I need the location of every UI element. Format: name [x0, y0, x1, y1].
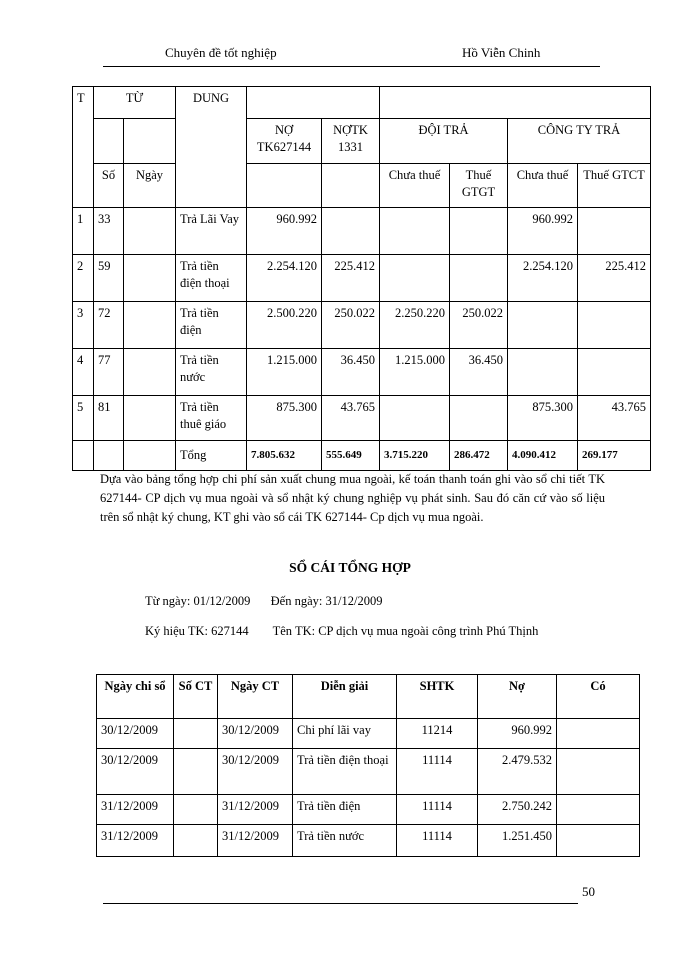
cell-ct-thue [578, 302, 651, 349]
account-name-label: Tên TK: [272, 624, 316, 638]
ledger-cell-ngay-ct: 31/12/2009 [218, 825, 293, 857]
ledger-cell-no: 2.479.532 [478, 749, 557, 795]
ledger-header-dien-giai: Diễn giải [293, 675, 397, 719]
table-row [97, 719, 640, 749]
cell-ct-chua [508, 302, 578, 349]
ledger-cell-co [557, 795, 640, 825]
cell-doi-chua [380, 255, 450, 302]
total-row [73, 441, 651, 471]
cell-doi-chua [380, 208, 450, 255]
ledger-header-shtk: SHTK [397, 675, 478, 719]
ledger-cell-co [557, 825, 640, 857]
header-cong-ty-tra: CÔNG TY TRẢ [508, 119, 651, 164]
cell-no1331: 43.765 [322, 396, 380, 441]
total-doi-thue: 286.472 [450, 441, 508, 471]
cell-so: 77 [94, 349, 124, 396]
header-rule [103, 66, 600, 67]
cell-blank [94, 441, 124, 471]
cell-ct-thue [578, 208, 651, 255]
cell-noi-dung: Trả tiền nước [176, 349, 247, 396]
cell-noi-dung: Trả tiền thuê giáo [176, 396, 247, 441]
cell-doi-chua [380, 396, 450, 441]
ledger-header-ngay-ghi-so: Ngày chi sổ [97, 675, 174, 719]
cell-blank [124, 441, 176, 471]
ledger-cell-so-ct [174, 825, 218, 857]
total-no627: 7.805.632 [247, 441, 322, 471]
cell-no1331: 225.412 [322, 255, 380, 302]
table-row [73, 396, 651, 441]
from-label: Từ ngày: [145, 594, 191, 608]
cell-ngay [124, 349, 176, 396]
ledger-cell-so-ct [174, 719, 218, 749]
total-no1331: 555.649 [322, 441, 380, 471]
ledger-title: SỔ CÁI TỔNG HỢP [289, 560, 411, 575]
total-ct-thue: 269.177 [578, 441, 651, 471]
ledger-table [96, 674, 640, 857]
table-row [73, 302, 651, 349]
cell-no627: 2.254.120 [247, 255, 322, 302]
account-code: 627144 [211, 624, 249, 638]
ledger-cell-ngay-ct: 31/12/2009 [218, 795, 293, 825]
ledger-cell-so-ct [174, 749, 218, 795]
table-row [73, 208, 651, 255]
cell-ct-chua: 960.992 [508, 208, 578, 255]
header-chua-thue-2: Chưa thuế [508, 164, 578, 208]
cell-doi-thue [450, 396, 508, 441]
cell-ct-thue: 43.765 [578, 396, 651, 441]
cell-noi-dung: Trả Lãi Vay [176, 208, 247, 255]
to-label: Đến ngày: [270, 594, 323, 608]
header-blank-so [94, 119, 124, 164]
table-row [73, 349, 651, 396]
ledger-cell-ngay-ct: 30/12/2009 [218, 749, 293, 795]
cell-ngay [124, 302, 176, 349]
cell-so: 33 [94, 208, 124, 255]
ledger-account-info [145, 624, 538, 639]
cell-so: 59 [94, 255, 124, 302]
ledger-cell-ngay-ghi-so: 31/12/2009 [97, 795, 174, 825]
header-blank-c [247, 164, 322, 208]
from-date: 01/12/2009 [193, 594, 251, 608]
cell-doi-thue: 36.450 [450, 349, 508, 396]
ledger-cell-shtk: 11114 [397, 825, 478, 857]
cell-ngay [124, 396, 176, 441]
cell-stt: 1 [73, 208, 94, 255]
ledger-cell-dien-giai: Trả tiền điện [293, 795, 397, 825]
header-thue-gtgt-1: Thuế GTGT [450, 164, 508, 208]
cell-ct-thue: 225.412 [578, 255, 651, 302]
header-chua-thue-1: Chưa thuế [380, 164, 450, 208]
cell-blank [73, 441, 94, 471]
ledger-header-no: Nợ [478, 675, 557, 719]
cell-ngay [124, 255, 176, 302]
cell-noi-dung: Trả tiền điện [176, 302, 247, 349]
header-so: Số [94, 164, 124, 208]
cell-no1331 [322, 208, 380, 255]
cell-no627: 875.300 [247, 396, 322, 441]
cell-noi-dung: Trả tiền điện thoại [176, 255, 247, 302]
cell-doi-thue [450, 208, 508, 255]
header-blank-d [322, 164, 380, 208]
cell-no1331: 250.022 [322, 302, 380, 349]
header-ngay: Ngày [124, 164, 176, 208]
cell-so: 72 [94, 302, 124, 349]
ledger-cell-no: 2.750.242 [478, 795, 557, 825]
cell-doi-thue: 250.022 [450, 302, 508, 349]
header-noi-dung: DUNG [176, 87, 247, 208]
total-ct-chua: 4.090.412 [508, 441, 578, 471]
cell-no627: 960.992 [247, 208, 322, 255]
cell-ct-chua [508, 349, 578, 396]
to-date: 31/12/2009 [325, 594, 383, 608]
cell-doi-thue [450, 255, 508, 302]
cell-ct-chua: 875.300 [508, 396, 578, 441]
ledger-cell-ngay-ghi-so: 30/12/2009 [97, 749, 174, 795]
header-stt: T [73, 87, 94, 208]
ledger-cell-co [557, 749, 640, 795]
header-left: Chuyên đề tốt nghiệp [165, 45, 277, 60]
header-chung-tu: TỪ [94, 87, 176, 119]
footer-rule [103, 903, 578, 904]
ledger-header-so-ct: Số CT [174, 675, 218, 719]
cell-no627: 1.215.000 [247, 349, 322, 396]
ledger-cell-dien-giai: Trả tiền nước [293, 825, 397, 857]
ledger-cell-shtk: 11214 [397, 719, 478, 749]
total-doi-chua: 3.715.220 [380, 441, 450, 471]
account-name: CP dịch vụ mua ngoài công trình Phú Thịnh [318, 624, 539, 638]
cell-no627: 2.500.220 [247, 302, 322, 349]
ledger-header-co: Có [557, 675, 640, 719]
cell-stt: 2 [73, 255, 94, 302]
ledger-cell-dien-giai: Trả tiền điện thoại [293, 749, 397, 795]
cell-doi-chua: 1.215.000 [380, 349, 450, 396]
header-blank-b [380, 87, 651, 119]
ledger-cell-no: 960.992 [478, 719, 557, 749]
body-paragraph: Dựa vào bảng tổng hợp chi phí sản xuất chung mua ngoài, kế toán thanh toán ghi vào sổ chi tiết TK 627144- CP dịch vụ mua ngoài và sổ nhật ký chung nghiệp vụ phát sinh. Sau đó căn cứ vào số liệu trên sổ nhật ký chung, KT ghi vào sổ cái TK 627144- Cp dịch vụ mua ngoài. [100, 472, 605, 524]
cell-stt: 4 [73, 349, 94, 396]
ledger-cell-ngay-ghi-so: 31/12/2009 [97, 825, 174, 857]
ledger-cell-so-ct [174, 795, 218, 825]
cell-so: 81 [94, 396, 124, 441]
header-right: Hồ Viễn Chinh [462, 45, 541, 60]
ledger-header-ngay-ct: Ngày CT [218, 675, 293, 719]
table-row [97, 825, 640, 857]
header-blank-a [247, 87, 380, 119]
header-thue-gtgt-2: Thuế GTCT [578, 164, 651, 208]
account-label: Ký hiệu TK: [145, 624, 208, 638]
ledger-cell-ngay-ghi-so: 30/12/2009 [97, 719, 174, 749]
page-number: 50 [582, 884, 595, 899]
table-row [97, 749, 640, 795]
ledger-cell-shtk: 11114 [397, 749, 478, 795]
cell-ct-chua: 2.254.120 [508, 255, 578, 302]
ledger-cell-shtk: 11114 [397, 795, 478, 825]
cell-doi-chua: 2.250.220 [380, 302, 450, 349]
ledger-cell-dien-giai: Chi phí lãi vay [293, 719, 397, 749]
cell-stt: 5 [73, 396, 94, 441]
header-doi-tra: ĐỘI TRẢ [380, 119, 508, 164]
ledger-date-range [145, 594, 382, 609]
expense-summary-table [72, 86, 651, 471]
total-label: Tổng [176, 441, 247, 471]
ledger-cell-ngay-ct: 30/12/2009 [218, 719, 293, 749]
table-row [97, 795, 640, 825]
cell-ngay [124, 208, 176, 255]
header-no-tk627144: NỢ TK627144 [247, 119, 322, 164]
cell-no1331: 36.450 [322, 349, 380, 396]
cell-stt: 3 [73, 302, 94, 349]
ledger-cell-no: 1.251.450 [478, 825, 557, 857]
header-blank-ngay [124, 119, 176, 164]
cell-ct-thue [578, 349, 651, 396]
ledger-cell-co [557, 719, 640, 749]
table-row [73, 255, 651, 302]
header-no-tk1331: NỢTK 1331 [322, 119, 380, 164]
